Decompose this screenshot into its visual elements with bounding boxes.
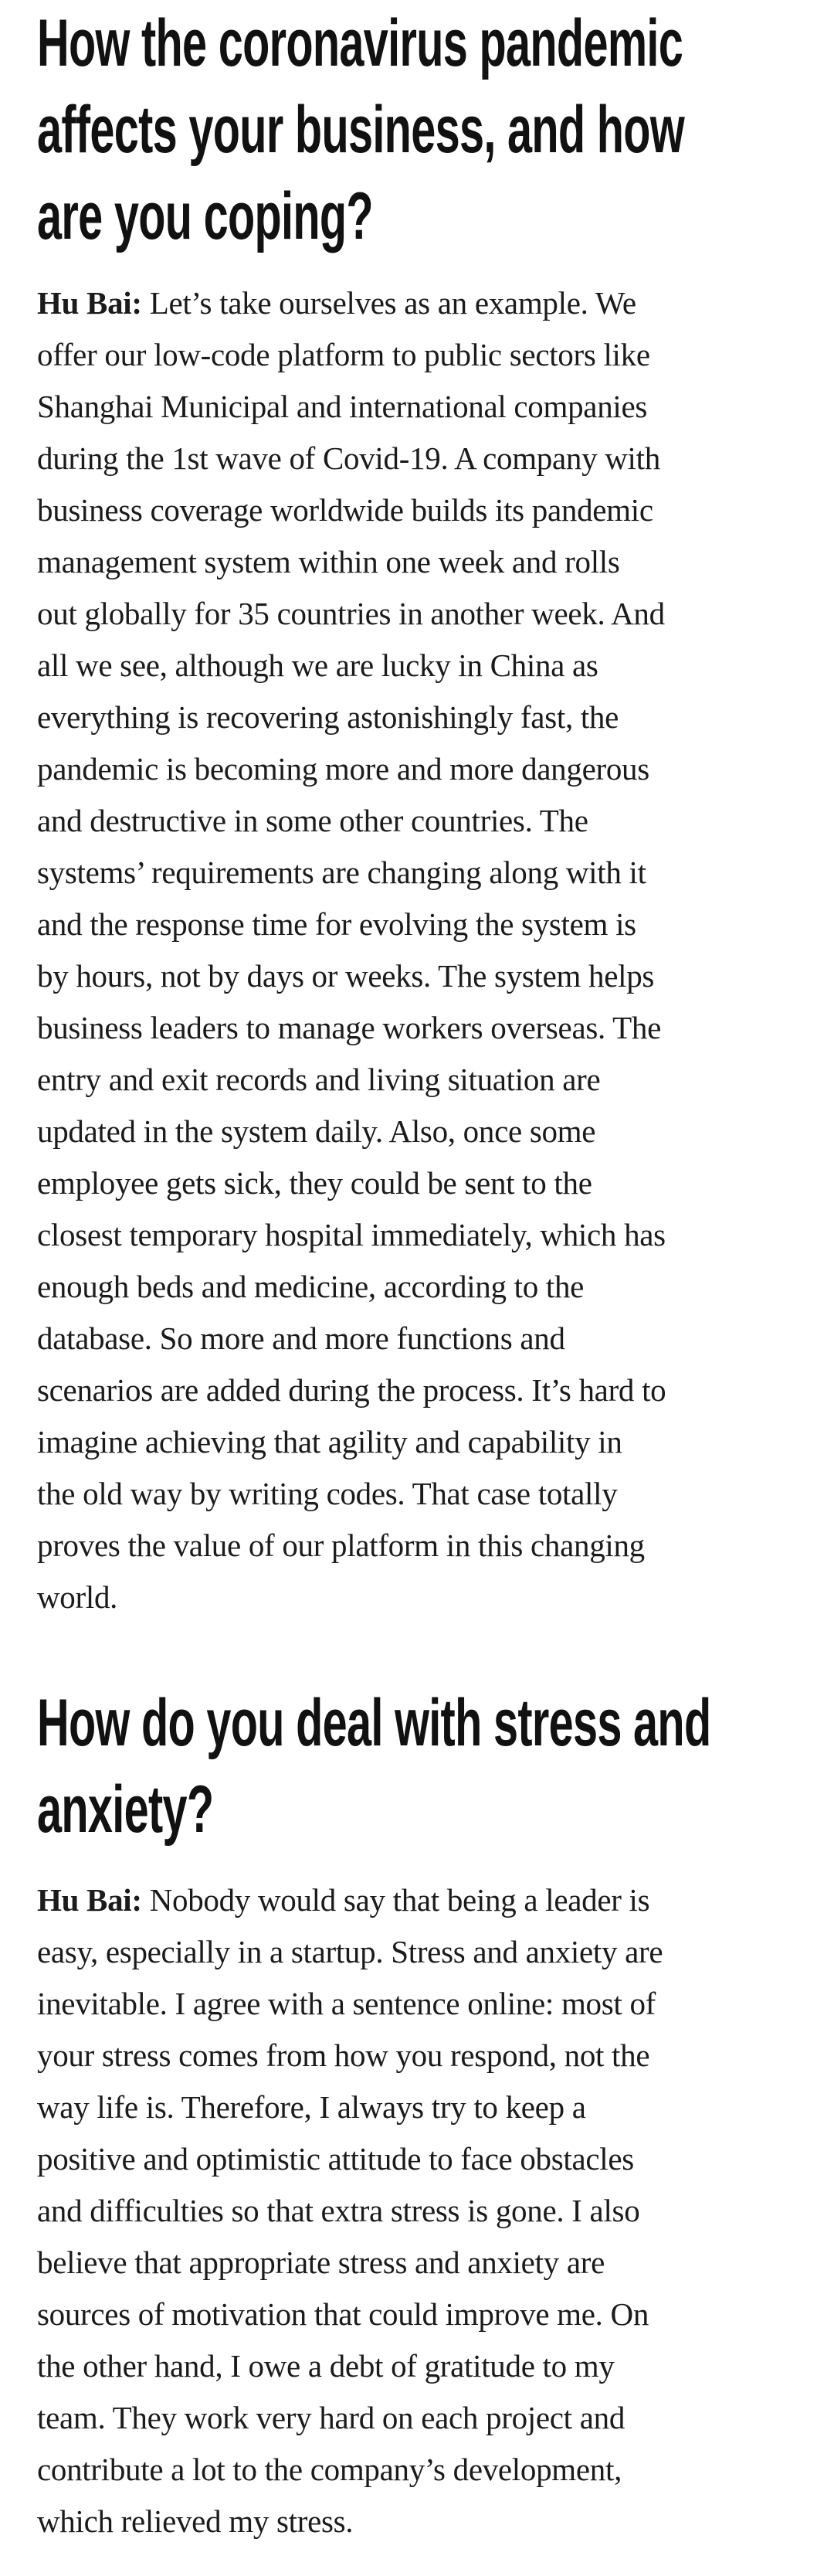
paragraph-line: which relieved my stress. [37, 2503, 354, 2539]
paragraph-line: believe that appropriate stress and anxiety are [37, 2245, 605, 2280]
paragraph-line: proves the value of our platform in this changing [37, 1528, 645, 1563]
paragraph-line: positive and optimistic attitude to face obstacles [37, 2141, 634, 2177]
paragraph-line: pandemic is becoming more and more dangerous [37, 751, 649, 787]
paragraph-line: updated in the system daily. Also, once some [37, 1113, 596, 1149]
paragraph-line: database. So more and more functions and [37, 1320, 565, 1356]
paragraph-line: and the response time for evolving the system is [37, 906, 636, 942]
paragraph-line-text: Let’s take ourselves as an example. We [141, 285, 636, 321]
paragraph-line: imagine achieving that agility and capability in [37, 1424, 622, 1460]
paragraph-line: and difficulties so that extra stress is gone. I also [37, 2193, 640, 2228]
paragraph-line: enough beds and medicine, according to the [37, 1269, 585, 1304]
heading-line: How the coronavirus pandemic [37, 6, 683, 80]
paragraph-line: entry and exit records and living situation are [37, 1062, 601, 1097]
answer-paragraph-2 [37, 1874, 811, 2547]
paragraph-line: way life is. Therefore, I always try to keep a [37, 2089, 586, 2125]
paragraph-line: contribute a lot to the company’s development, [37, 2452, 622, 2487]
paragraph-line: out globally for 35 countries in another week. And [37, 596, 665, 631]
paragraph-line: systems’ requirements are changing along with it [37, 855, 646, 890]
paragraph-line: during the 1st wave of Covid-19. A company with [37, 440, 660, 476]
paragraph-line: world. [37, 1579, 118, 1615]
paragraph-line: Shanghai Municipal and international companies [37, 389, 648, 424]
paragraph-line-text: Nobody would say that being a leader is [141, 1882, 650, 1918]
heading-line: affects your business, and how [37, 93, 684, 167]
paragraph-line: by hours, not by days or weeks. The system helps [37, 958, 655, 994]
paragraph-line: all we see, although we are lucky in China as [37, 647, 598, 683]
paragraph-line [37, 277, 811, 329]
paragraph-line: everything is recovering astonishingly fast, the [37, 699, 619, 735]
heading-line: anxiety? [37, 1772, 214, 1847]
paragraph-line: the old way by writing codes. That case totally [37, 1476, 618, 1511]
paragraph-line: business coverage worldwide builds its pandemic [37, 492, 653, 528]
answer-paragraph-1 [37, 277, 811, 1623]
paragraph-line [37, 1874, 811, 1926]
heading-line: How do you deal with stress and [37, 1686, 711, 1760]
paragraph-line: the other hand, I owe a debt of gratitude to my [37, 2348, 615, 2384]
paragraph-line: your stress comes from how you respond, not the [37, 2037, 650, 2073]
paragraph-line: easy, especially in a startup. Stress and anxiety are [37, 1934, 663, 1969]
speaker-label: Hu Bai: [37, 285, 142, 321]
paragraph-line: scenarios are added during the process. It’s hard to [37, 1372, 666, 1408]
paragraph-line: management system within one week and rolls [37, 544, 620, 579]
paragraph-line: employee gets sick, they could be sent to the [37, 1165, 592, 1201]
question-heading-2 [37, 1680, 811, 1853]
paragraph-line: inevitable. I agree with a sentence online: most of [37, 1986, 656, 2021]
speaker-label: Hu Bai: [37, 1882, 142, 1918]
paragraph-line: business leaders to manage workers overseas. The [37, 1010, 662, 1045]
paragraph-line: sources of motivation that could improve me. On [37, 2296, 649, 2332]
paragraph-line: offer our low-code platform to public sectors like [37, 337, 650, 372]
heading-line: are you coping? [37, 179, 373, 253]
question-heading-1 [37, 0, 811, 260]
paragraph-line: closest temporary hospital immediately, which has [37, 1217, 666, 1252]
paragraph-line: team. They work very hard on each project and [37, 2400, 626, 2435]
paragraph-line: and destructive in some other countries. The [37, 803, 588, 838]
